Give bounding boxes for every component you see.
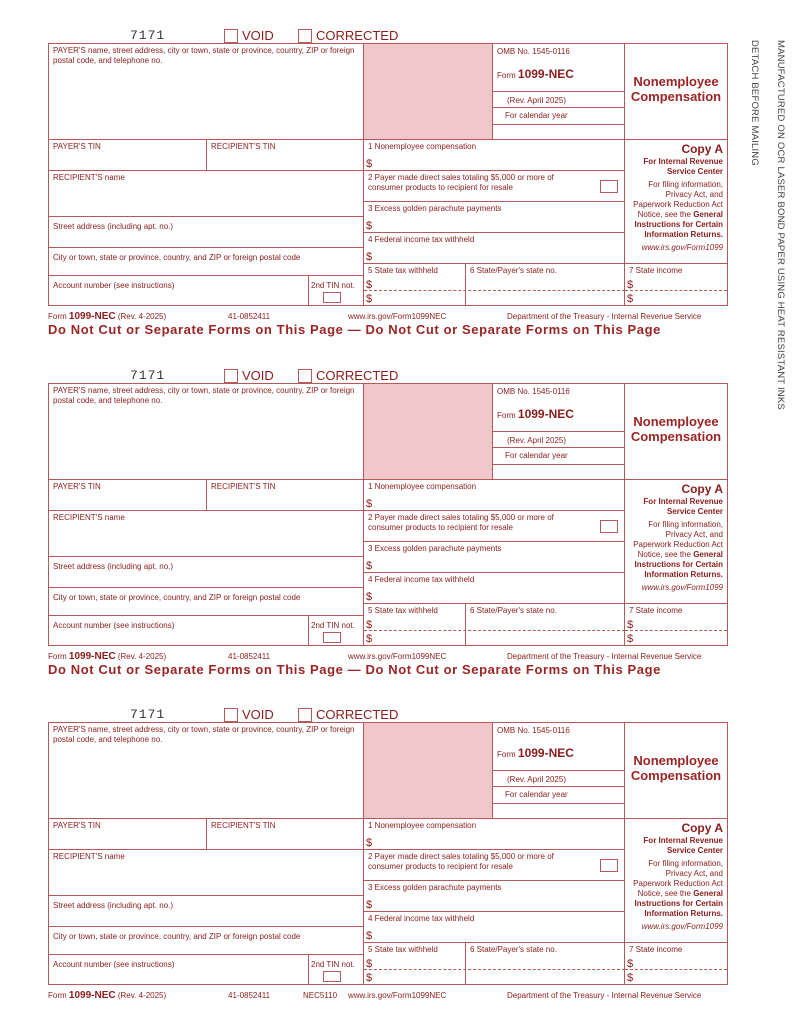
form-name: 1099-NEC <box>517 746 574 760</box>
form-top-number: 7171 <box>130 368 166 383</box>
box6-field[interactable] <box>466 264 625 305</box>
form-title: Nonemployee Compensation <box>630 753 722 783</box>
footer-revision: (Rev. 4-2025) <box>117 991 167 1000</box>
city-label: City or town, state or province, country, and ZIP or foreign postal code <box>53 932 301 941</box>
box3-field[interactable] <box>364 202 625 233</box>
box4-dollar: $ <box>366 591 373 603</box>
second-tin-label: 2nd TIN not. <box>311 960 355 969</box>
omb-column <box>493 723 625 819</box>
recipient-name-label: RECIPIENT'S name <box>53 173 125 182</box>
footer-form-name: 1099-NEC <box>68 990 116 1001</box>
payer-tin-field[interactable] <box>49 480 207 511</box>
payer-block[interactable] <box>49 384 364 480</box>
box1-field[interactable] <box>364 140 625 171</box>
recipient-name-label: RECIPIENT'S name <box>53 852 125 861</box>
footer-code: NEC5110 <box>303 991 338 1000</box>
footer-catalog-number: 41-0852411 <box>228 312 271 321</box>
footer-revision: (Rev. 4-2025) <box>117 652 167 661</box>
omb-number: OMB No. 1545-0116 <box>497 47 570 56</box>
box1-field[interactable] <box>364 819 625 850</box>
footer-form <box>48 311 166 322</box>
form-id <box>497 409 623 421</box>
paper-notice: MANUFACTURED ON OCR LASER BOND PAPER USING HEAT RESISTANT INKS <box>775 40 786 410</box>
footer-form-word: Form <box>48 991 67 1000</box>
void-label: VOID <box>242 368 274 383</box>
form-word: Form <box>497 750 516 759</box>
copy-a-block <box>625 480 727 604</box>
footer-form <box>48 990 166 1001</box>
form-copy-2 <box>0 340 800 680</box>
omb-number: OMB No. 1545-0116 <box>497 726 570 735</box>
account-number-label: Account number (see instructions) <box>53 621 175 630</box>
box7-label: 7 State income <box>629 606 683 615</box>
box2-label: 2 Payer made direct sales totaling $5,000 or more of consumer products to recipient for resale <box>368 513 554 532</box>
box5-dollar-2: $ <box>366 972 373 984</box>
city-field[interactable] <box>49 927 364 955</box>
payer-tin-label: PAYER'S TIN <box>53 821 101 830</box>
account-number-field[interactable] <box>49 955 309 984</box>
irs-url-side: www.irs.gov/Form1099 <box>641 922 723 931</box>
payer-block[interactable] <box>49 723 364 819</box>
account-number-field[interactable] <box>49 276 309 305</box>
void-checkbox[interactable] <box>224 708 238 722</box>
revision-date: (Rev. April 2025) <box>507 436 566 445</box>
payer-block-label: PAYER'S name, street address, city or town, state or province, country, ZIP or foreign postal code, and telephone no. <box>53 46 355 65</box>
street-address-label: Street address (including apt. no.) <box>53 562 174 571</box>
box4-label: 4 Federal income tax withheld <box>368 575 475 584</box>
box1-label: 1 Nonemployee compensation <box>368 821 477 830</box>
general-instructions: General Instructions for Certain Information Returns. <box>634 210 723 239</box>
box4-field[interactable] <box>364 573 625 604</box>
box1-dollar: $ <box>366 837 373 849</box>
do-not-cut-notice: Do Not Cut or Separate Forms on This Page — Do Not Cut or Separate Forms on This Page <box>48 662 661 677</box>
filing-info: For filing information, Privacy Act, and Paperwork Reduction Act Notice, see the <box>633 180 723 219</box>
title-area <box>625 44 727 140</box>
pink-shaded-area <box>364 44 493 140</box>
second-tin-field <box>309 955 364 984</box>
detach-notice: DETACH BEFORE MAILING <box>749 40 760 166</box>
second-tin-checkbox[interactable] <box>323 632 341 643</box>
box7-field[interactable] <box>625 264 727 305</box>
do-not-cut-notice: Do Not Cut or Separate Forms on This Page — Do Not Cut or Separate Forms on This Page <box>48 322 661 337</box>
footer-catalog-number: 41-0852411 <box>228 652 271 661</box>
filing-info-text <box>629 859 723 919</box>
recipient-tin-field[interactable] <box>207 480 364 511</box>
recipient-tin-label: RECIPIENT'S TIN <box>211 482 276 491</box>
box3-label: 3 Excess golden parachute payments <box>368 544 502 553</box>
box6-label: 6 State/Payer's state no. <box>470 606 557 615</box>
recipient-name-field[interactable] <box>49 511 364 557</box>
recipient-tin-field[interactable] <box>207 140 364 171</box>
form-grid <box>48 383 728 646</box>
payer-block-label: PAYER'S name, street address, city or town, state or province, country, ZIP or foreign postal code, and telephone no. <box>53 725 355 744</box>
copy-a-label: Copy A <box>681 142 723 156</box>
second-tin-field <box>309 616 364 645</box>
payer-block[interactable] <box>49 44 364 140</box>
filing-info-text <box>629 180 723 240</box>
box3-field[interactable] <box>364 881 625 912</box>
footer-catalog-number: 41-0852411 <box>228 991 271 1000</box>
filing-info: For filing information, Privacy Act, and Paperwork Reduction Act Notice, see the <box>633 520 723 559</box>
box7-dollar-1: $ <box>627 958 634 970</box>
street-address-field[interactable] <box>49 217 364 248</box>
payer-block-label: PAYER'S name, street address, city or town, state or province, country, ZIP or foreign postal code, and telephone no. <box>53 386 355 405</box>
form-grid <box>48 43 728 306</box>
for-irs-label: For Internal Revenue Service Center <box>643 497 723 516</box>
form-grid <box>48 722 728 985</box>
filing-info: For filing information, Privacy Act, and Paperwork Reduction Act Notice, see the <box>633 859 723 898</box>
box3-dollar: $ <box>366 899 373 911</box>
recipient-tin-label: RECIPIENT'S TIN <box>211 142 276 151</box>
box5-dollar-1: $ <box>366 619 373 631</box>
general-instructions: General Instructions for Certain Information Returns. <box>634 550 723 579</box>
footer-form <box>48 651 166 662</box>
corrected-label: CORRECTED <box>316 368 399 383</box>
form-copy-1 <box>0 0 800 340</box>
copy-a-block <box>625 819 727 943</box>
street-address-field[interactable] <box>49 557 364 588</box>
corrected-label: CORRECTED <box>316 707 399 722</box>
box4-field[interactable] <box>364 912 625 943</box>
second-tin-checkbox[interactable] <box>323 971 341 982</box>
street-address-label: Street address (including apt. no.) <box>53 901 174 910</box>
title-area <box>625 384 727 480</box>
general-instructions: General Instructions for Certain Information Returns. <box>634 889 723 918</box>
recipient-name-field[interactable] <box>49 171 364 217</box>
footer-form-name: 1099-NEC <box>68 311 116 322</box>
form-footer <box>48 990 728 1002</box>
title-area <box>625 723 727 819</box>
form-name: 1099-NEC <box>517 407 574 421</box>
revision-date: (Rev. April 2025) <box>507 775 566 784</box>
calendar-year-label: For calendar year <box>505 111 568 120</box>
box5-label: 5 State tax withheld <box>368 945 438 954</box>
form-word: Form <box>497 71 516 80</box>
pink-shaded-area <box>364 384 493 480</box>
form-title: Nonemployee Compensation <box>630 414 722 444</box>
box6-field[interactable] <box>466 943 625 984</box>
box6-label: 6 State/Payer's state no. <box>470 945 557 954</box>
footer-form-word: Form <box>48 652 67 661</box>
box2-label: 2 Payer made direct sales totaling $5,000 or more of consumer products to recipient for resale <box>368 852 554 871</box>
city-label: City or town, state or province, country, and ZIP or foreign postal code <box>53 593 301 602</box>
street-address-label: Street address (including apt. no.) <box>53 222 174 231</box>
box2-checkbox[interactable] <box>600 859 618 872</box>
revision-date: (Rev. April 2025) <box>507 96 566 105</box>
corrected-checkbox[interactable] <box>298 708 312 722</box>
city-field[interactable] <box>49 248 364 276</box>
form-name: 1099-NEC <box>517 67 574 81</box>
omb-column <box>493 384 625 480</box>
footer-url: www.irs.gov/Form1099NEC <box>348 312 447 321</box>
box2-label: 2 Payer made direct sales totaling $5,000 or more of consumer products to recipient for resale <box>368 173 554 192</box>
form-id <box>497 748 623 760</box>
footer-revision: (Rev. 4-2025) <box>117 312 167 321</box>
box4-dollar: $ <box>366 930 373 942</box>
box5-field[interactable] <box>364 943 466 984</box>
box7-label: 7 State income <box>629 945 683 954</box>
box3-label: 3 Excess golden parachute payments <box>368 883 502 892</box>
box5-label: 5 State tax withheld <box>368 606 438 615</box>
box5-dollar-2: $ <box>366 633 373 645</box>
box3-label: 3 Excess golden parachute payments <box>368 204 502 213</box>
box7-dollar-1: $ <box>627 619 634 631</box>
box5-dollar-1: $ <box>366 958 373 970</box>
box2-field <box>364 850 625 881</box>
pink-shaded-area <box>364 723 493 819</box>
second-tin-field <box>309 276 364 305</box>
box2-checkbox[interactable] <box>600 520 618 533</box>
copy-a-label: Copy A <box>681 821 723 835</box>
form-word: Form <box>497 411 516 420</box>
for-irs-label: For Internal Revenue Service Center <box>643 157 723 176</box>
payer-tin-label: PAYER'S TIN <box>53 482 101 491</box>
footer-url: www.irs.gov/Form1099NEC <box>348 991 447 1000</box>
box1-label: 1 Nonemployee compensation <box>368 142 477 151</box>
box4-dollar: $ <box>366 251 373 263</box>
footer-form-word: Form <box>48 312 67 321</box>
second-tin-label: 2nd TIN not. <box>311 621 355 630</box>
footer-form-name: 1099-NEC <box>68 651 116 662</box>
recipient-name-label: RECIPIENT'S name <box>53 513 125 522</box>
form-top-number: 7171 <box>130 28 166 43</box>
recipient-tin-label: RECIPIENT'S TIN <box>211 821 276 830</box>
omb-number: OMB No. 1545-0116 <box>497 387 570 396</box>
recipient-name-field[interactable] <box>49 850 364 896</box>
corrected-checkbox[interactable] <box>298 29 312 43</box>
account-number-field[interactable] <box>49 616 309 645</box>
box7-dollar-2: $ <box>627 633 634 645</box>
filing-info-text <box>629 520 723 580</box>
irs-url-side: www.irs.gov/Form1099 <box>641 583 723 592</box>
city-label: City or town, state or province, country, and ZIP or foreign postal code <box>53 253 301 262</box>
box3-dollar: $ <box>366 560 373 572</box>
box7-dollar-2: $ <box>627 972 634 984</box>
box7-dollar-2: $ <box>627 293 634 305</box>
box3-dollar: $ <box>366 220 373 232</box>
corrected-label: CORRECTED <box>316 28 399 43</box>
box3-field[interactable] <box>364 542 625 573</box>
box2-field <box>364 511 625 542</box>
form-title: Nonemployee Compensation <box>630 74 722 104</box>
void-label: VOID <box>242 707 274 722</box>
box4-field[interactable] <box>364 233 625 264</box>
payer-tin-field[interactable] <box>49 140 207 171</box>
box7-field[interactable] <box>625 943 727 984</box>
box5-label: 5 State tax withheld <box>368 266 438 275</box>
copy-a-label: Copy A <box>681 482 723 496</box>
box7-dollar-1: $ <box>627 279 634 291</box>
box7-label: 7 State income <box>629 266 683 275</box>
calendar-year-label: For calendar year <box>505 790 568 799</box>
box5-dollar-2: $ <box>366 293 373 305</box>
account-number-label: Account number (see instructions) <box>53 281 175 290</box>
box1-dollar: $ <box>366 158 373 170</box>
box1-dollar: $ <box>366 498 373 510</box>
footer-department: Department of the Treasury - Internal Revenue Service <box>507 312 702 321</box>
box2-checkbox[interactable] <box>600 180 618 193</box>
footer-department: Department of the Treasury - Internal Revenue Service <box>507 991 702 1000</box>
box1-field[interactable] <box>364 480 625 511</box>
box5-field[interactable] <box>364 604 466 645</box>
form-top-number: 7171 <box>130 707 166 722</box>
payer-tin-label: PAYER'S TIN <box>53 142 101 151</box>
street-address-field[interactable] <box>49 896 364 927</box>
box7-field[interactable] <box>625 604 727 645</box>
footer-url: www.irs.gov/Form1099NEC <box>348 652 447 661</box>
recipient-tin-field[interactable] <box>207 819 364 850</box>
corrected-checkbox[interactable] <box>298 369 312 383</box>
footer-department: Department of the Treasury - Internal Revenue Service <box>507 652 702 661</box>
for-irs-label: For Internal Revenue Service Center <box>643 836 723 855</box>
box1-label: 1 Nonemployee compensation <box>368 482 477 491</box>
void-checkbox[interactable] <box>224 369 238 383</box>
second-tin-label: 2nd TIN not. <box>311 281 355 290</box>
box6-label: 6 State/Payer's state no. <box>470 266 557 275</box>
box2-field <box>364 171 625 202</box>
account-number-label: Account number (see instructions) <box>53 960 175 969</box>
copy-a-block <box>625 140 727 264</box>
omb-column <box>493 44 625 140</box>
box4-label: 4 Federal income tax withheld <box>368 914 475 923</box>
box5-field[interactable] <box>364 264 466 305</box>
payer-tin-field[interactable] <box>49 819 207 850</box>
side-notes <box>742 40 790 440</box>
box6-field[interactable] <box>466 604 625 645</box>
form-id <box>497 69 623 81</box>
box4-label: 4 Federal income tax withheld <box>368 235 475 244</box>
city-field[interactable] <box>49 588 364 616</box>
calendar-year-label: For calendar year <box>505 451 568 460</box>
form-copy-3 <box>0 679 800 1019</box>
void-label: VOID <box>242 28 274 43</box>
void-checkbox[interactable] <box>224 29 238 43</box>
box5-dollar-1: $ <box>366 279 373 291</box>
irs-url-side: www.irs.gov/Form1099 <box>641 243 723 252</box>
second-tin-checkbox[interactable] <box>323 292 341 303</box>
